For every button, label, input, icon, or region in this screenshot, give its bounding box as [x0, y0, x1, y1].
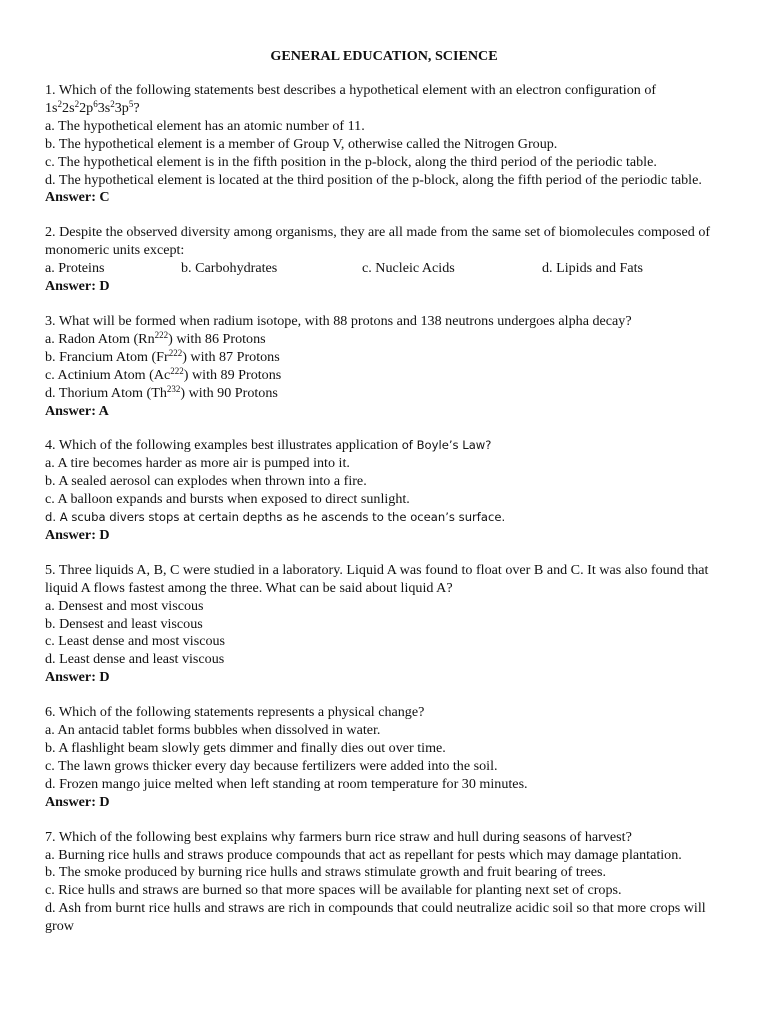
choice-d: d. Lipids and Fats [542, 260, 644, 277]
orbital-2s-count: 2 [74, 98, 80, 109]
choice-d: d. The hypothetical element is located at the third position of the p-block, along the fifth period of the periodic table. [45, 171, 702, 188]
stem-text: 1. Which of the following statements best describes a hypothetical element with an electron configuration of [45, 82, 657, 98]
choice-d: d. Ash from burnt rice hulls and straws are rich in compounds that could neutralize acidic soil so that more crops will grow [45, 900, 706, 935]
question-stem [45, 82, 730, 118]
choice-c: c. Nucleic Acids [362, 260, 455, 277]
choice-d: d. A scuba divers stops at certain depths as he ascends to the ocean’s surface. [45, 510, 506, 525]
question-5 [45, 562, 730, 687]
orbital-2p-count: 6 [93, 98, 98, 109]
orbital-3p-count: 5 [128, 98, 134, 109]
choice-a: a. Burning rice hulls and straws produce compounds that act as repellant for pests which may damage plantation. [45, 846, 682, 863]
choice-b: b. The smoke produced by burning rice hulls and straws stimulate growth and fruit bearing of trees. [45, 864, 607, 881]
question-stem: 2. Despite the observed diversity among organisms, they are all made from the same set of biomolecules composed of monomeric units except: [45, 224, 711, 259]
choice-c: c. A balloon expands and bursts when exposed to direct sunlight. [45, 491, 410, 508]
choice-a: a. Proteins [45, 260, 105, 277]
mass-number: 222 [168, 347, 183, 358]
question-2 [45, 224, 730, 296]
orbital-3p: 3p [114, 99, 129, 116]
page-title: GENERAL EDUCATION, SCIENCE [270, 48, 498, 64]
choice-c: c. The lawn grows thicker every day because fertilizers were added into the soil. [45, 757, 498, 774]
choice-text: c. Actinium Atom (Ac [45, 366, 171, 383]
choice-d [45, 385, 730, 403]
choice-b [45, 349, 730, 367]
choice-a: a. The hypothetical element has an atomic number of 11. [45, 117, 365, 134]
choice-text: a. Radon Atom (Rn [45, 330, 155, 347]
question-stem: 5. Three liquids A, B, C were studied in a laboratory. Liquid A was found to float over B and C. It was also found that liquid A flows fastest among the three. What can be said about liquid A? [45, 561, 709, 596]
question-list [45, 82, 730, 936]
stem-text: 4. Which of the following examples best illustrates application [45, 437, 402, 454]
orbital-1s-count: 2 [57, 98, 63, 109]
question-1 [45, 82, 730, 207]
choice-text: ) with 87 Protons [182, 348, 280, 365]
question-mark: ? [133, 99, 140, 116]
mass-number: 222 [154, 329, 169, 340]
choice-c [45, 367, 730, 385]
electron-configuration [45, 100, 140, 116]
question-6 [45, 704, 730, 811]
orbital-2s: 2s [62, 99, 75, 116]
answer-key: Answer: D [45, 526, 110, 543]
choice-b: b. Densest and least viscous [45, 615, 203, 632]
choice-text: d. Thorium Atom (Th [45, 384, 167, 401]
answer-key: Answer: D [45, 793, 110, 810]
question-4 [45, 437, 730, 544]
choice-b: b. The hypothetical element is a member of Group V, otherwise called the Nitrogen Group. [45, 135, 558, 152]
question-3 [45, 313, 730, 420]
answer-key: Answer: D [45, 669, 110, 686]
choice-a [45, 331, 730, 349]
choice-d: d. Frozen mango juice melted when left standing at room temperature for 30 minutes. [45, 775, 528, 792]
choice-text: b. Francium Atom (Fr [45, 348, 169, 365]
choice-text: ) with 86 Protons [168, 330, 266, 347]
question-stem [45, 437, 730, 455]
choice-b: b. A flashlight beam slowly gets dimmer and finally dies out over time. [45, 740, 446, 756]
stem-text-sans: of Boyle’s Law? [401, 438, 492, 453]
question-7 [45, 829, 730, 936]
orbital-3s-count: 2 [110, 98, 115, 109]
mass-number: 222 [170, 365, 184, 376]
question-stem: 3. What will be formed when radium isotope, with 88 protons and 138 neutrons undergoes alpha decay? [45, 312, 632, 329]
choice-a: a. An antacid tablet forms bubbles when dissolved in water. [45, 722, 381, 739]
orbital-3s: 3s [97, 99, 111, 116]
choice-a: a. Densest and most viscous [45, 597, 204, 614]
choice-c: c. Least dense and most viscous [45, 633, 226, 650]
choice-row [45, 260, 730, 278]
answer-key: Answer: A [45, 402, 109, 419]
question-stem: 7. Which of the following best explains why farmers burn rice straw and hull during seasons of harvest? [45, 828, 632, 845]
choice-text: ) with 89 Protons [183, 366, 282, 383]
choice-c: c. The hypothetical element is in the fifth position in the p-block, along the third period of the periodic table. [45, 153, 657, 170]
answer-key: Answer: C [45, 189, 110, 206]
question-stem: 6. Which of the following statements represents a physical change? [45, 704, 425, 721]
orbital-1s: 1s [45, 99, 58, 116]
choice-b: b. Carbohydrates [181, 260, 278, 277]
choice-c: c. Rice hulls and straws are burned so that more spaces will be available for planting next set of crops. [45, 882, 622, 899]
mass-number: 232 [166, 383, 181, 394]
choice-text: ) with 90 Protons [180, 384, 278, 401]
choice-b: b. A sealed aerosol can explodes when thrown into a fire. [45, 473, 367, 490]
choice-d: d. Least dense and least viscous [45, 651, 225, 668]
choice-a: a. A tire becomes harder as more air is pumped into it. [45, 455, 350, 472]
answer-key: Answer: D [45, 278, 110, 295]
orbital-2p: 2p [79, 99, 94, 116]
